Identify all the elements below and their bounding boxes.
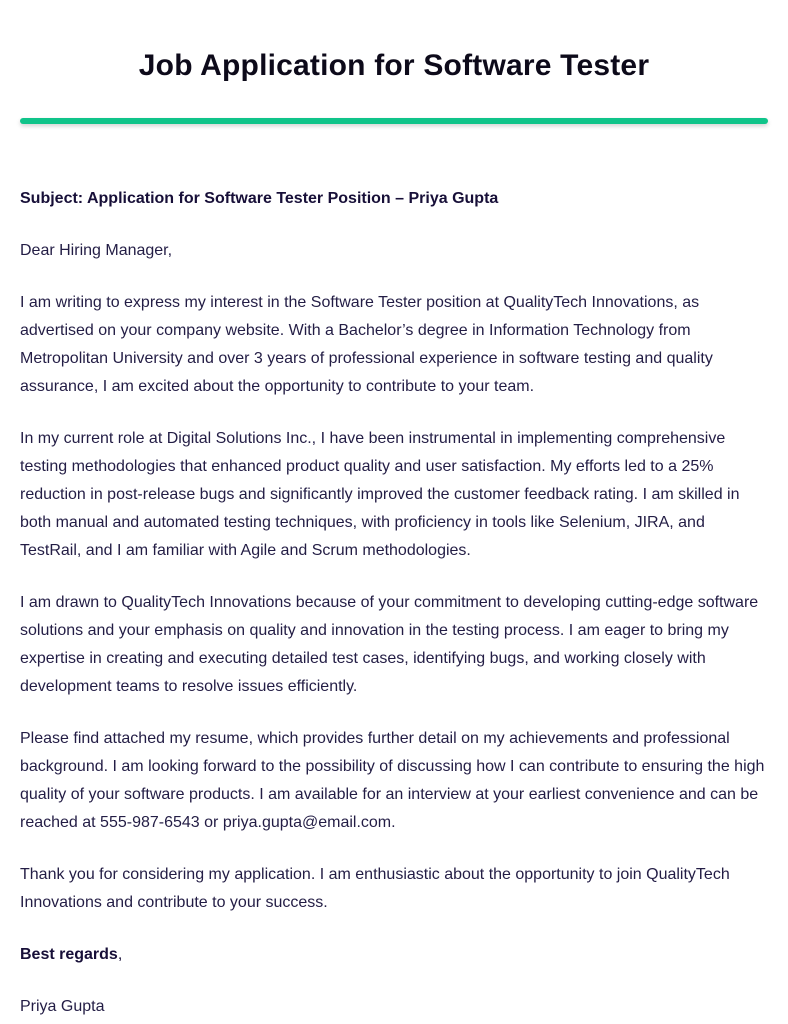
- paragraph-intro: I am writing to express my interest in the Software Tester position at QualityTech Innovations, as advertised on your company website. With a Bachelor’s degree in Information Technology from Metropolitan University and over 3 years of professional experience in software testing and quality assurance, I am excited about the opportunity to contribute to your team.: [20, 294, 713, 395]
- paragraph-experience: In my current role at Digital Solutions Inc., I have been instrumental in implementing comprehensive testing methodologies that enhanced product quality and user satisfaction. My efforts led to a 25% reduction in post-release bugs and significantly improved the customer feedback rating. I am skilled in both manual and automated testing techniques, with proficiency in tools like Selenium, JIRA, and TestRail, and I am familiar with Agile and Scrum methodologies.: [20, 430, 740, 559]
- closing-text: Best regards: [20, 946, 118, 963]
- paragraph-thanks: Thank you for considering my application. I am enthusiastic about the opportunity to join QualityTech Innovations and contribute to your success.: [20, 866, 730, 911]
- subject-line: Subject: Application for Software Tester Position – Priya Gupta: [20, 190, 499, 207]
- closing-line: [20, 941, 768, 969]
- signature: Priya Gupta: [20, 998, 105, 1015]
- paragraph-contact: Please find attached my resume, which provides further detail on my achievements and professional background. I am looking forward to the possibility of discussing how I can contribute to ensuring the high quality of your software products. I am available for an interview at your earliest convenience and can be reached at 555-987-6543 or priya.gupta@email.com.: [20, 730, 765, 831]
- closing-comma: ,: [117, 946, 123, 963]
- paragraph-motivation: I am drawn to QualityTech Innovations because of your commitment to developing cutting-edge software solutions and your emphasis on quality and innovation in the testing process. I am eager to bring my expertise in creating and executing detailed test cases, identifying bugs, and working closely with development teams to resolve issues efficiently.: [20, 594, 759, 695]
- title-divider: [20, 118, 768, 124]
- page-title: Job Application for Software Tester: [138, 49, 650, 82]
- letter-body: [20, 185, 768, 1024]
- salutation: Dear Hiring Manager,: [20, 242, 173, 259]
